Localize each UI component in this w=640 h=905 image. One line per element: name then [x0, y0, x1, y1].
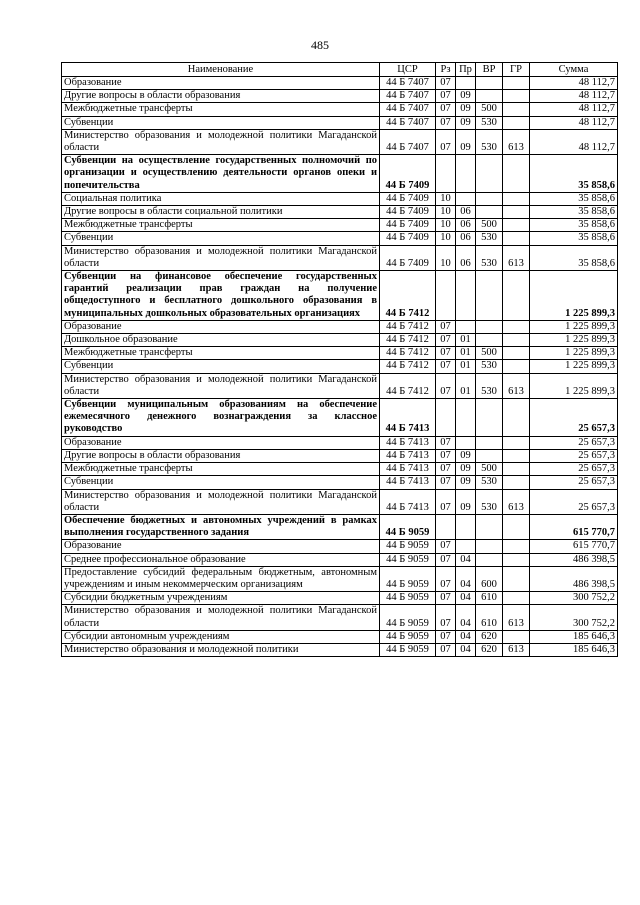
cell-pr: 09	[456, 90, 476, 103]
cell-gr	[503, 90, 530, 103]
table-row	[62, 334, 618, 347]
cell-rz: 10	[436, 206, 456, 219]
cell-gr	[503, 360, 530, 373]
cell-pr	[456, 271, 476, 321]
cell-name: Субвенции	[62, 360, 380, 373]
budget-table	[61, 62, 618, 657]
cell-name: Предоставление субсидий федеральным бюджетным, автономным учреждениям и иным некоммерческим организациям	[62, 566, 380, 591]
cell-csr: 44 Б 7413	[380, 399, 436, 437]
table-row	[62, 489, 618, 514]
cell-sum: 25 657,3	[530, 436, 618, 449]
cell-pr	[456, 514, 476, 539]
cell-sum: 35 858,6	[530, 219, 618, 232]
cell-gr	[503, 553, 530, 566]
cell-vr	[476, 90, 503, 103]
cell-name: Другие вопросы в области образования	[62, 90, 380, 103]
cell-name: Другие вопросы в области образования	[62, 449, 380, 462]
cell-sum: 35 858,6	[530, 192, 618, 205]
cell-sum: 486 398,5	[530, 553, 618, 566]
cell-pr: 09	[456, 449, 476, 462]
cell-gr: 613	[503, 129, 530, 154]
cell-csr: 44 Б 7409	[380, 206, 436, 219]
table-row	[62, 116, 618, 129]
cell-sum: 48 112,7	[530, 90, 618, 103]
cell-pr	[456, 320, 476, 333]
cell-gr	[503, 630, 530, 643]
cell-csr: 44 Б 7409	[380, 219, 436, 232]
cell-csr: 44 Б 9059	[380, 566, 436, 591]
cell-vr: 530	[476, 489, 503, 514]
cell-gr: 613	[503, 373, 530, 398]
cell-rz: 10	[436, 192, 456, 205]
cell-csr: 44 Б 7413	[380, 476, 436, 489]
cell-gr	[503, 232, 530, 245]
cell-vr: 610	[476, 592, 503, 605]
cell-csr: 44 Б 9059	[380, 514, 436, 539]
cell-sum: 25 657,3	[530, 476, 618, 489]
cell-sum: 1 225 899,3	[530, 360, 618, 373]
cell-gr	[503, 206, 530, 219]
cell-gr	[503, 116, 530, 129]
cell-pr	[456, 192, 476, 205]
cell-rz: 07	[436, 334, 456, 347]
cell-gr	[503, 347, 530, 360]
cell-sum: 25 657,3	[530, 463, 618, 476]
cell-csr: 44 Б 7407	[380, 77, 436, 90]
cell-name: Субвенции муниципальным образованиям на обеспечение ежемесячного денежного вознаграждения за классное руководство	[62, 399, 380, 437]
cell-rz	[436, 155, 456, 193]
cell-pr	[456, 155, 476, 193]
table-row	[62, 399, 618, 437]
cell-vr: 610	[476, 605, 503, 630]
cell-sum: 25 657,3	[530, 399, 618, 437]
cell-rz: 07	[436, 566, 456, 591]
header-gr: ГР	[503, 63, 530, 77]
header-vr: ВР	[476, 63, 503, 77]
cell-pr: 04	[456, 605, 476, 630]
cell-sum: 48 112,7	[530, 116, 618, 129]
table-row	[62, 155, 618, 193]
cell-name: Межбюджетные трансферты	[62, 347, 380, 360]
cell-vr: 620	[476, 630, 503, 643]
cell-csr: 44 Б 7412	[380, 320, 436, 333]
cell-pr: 04	[456, 553, 476, 566]
table-row	[62, 514, 618, 539]
cell-pr: 06	[456, 206, 476, 219]
cell-name: Межбюджетные трансферты	[62, 219, 380, 232]
cell-pr: 09	[456, 116, 476, 129]
cell-sum: 48 112,7	[530, 103, 618, 116]
table-row	[62, 592, 618, 605]
cell-vr	[476, 334, 503, 347]
table-row	[62, 643, 618, 656]
table-row	[62, 605, 618, 630]
cell-sum: 615 770,7	[530, 514, 618, 539]
cell-name: Субсидии автономным учреждениям	[62, 630, 380, 643]
table-row	[62, 271, 618, 321]
cell-gr	[503, 592, 530, 605]
cell-csr: 44 Б 9059	[380, 540, 436, 553]
table-row	[62, 320, 618, 333]
table-row	[62, 449, 618, 462]
table-row	[62, 360, 618, 373]
header-rz: Рз	[436, 63, 456, 77]
cell-sum: 1 225 899,3	[530, 347, 618, 360]
cell-name: Обеспечение бюджетных и автономных учреждений в рамках выполнения государственного задания	[62, 514, 380, 539]
cell-vr: 530	[476, 360, 503, 373]
cell-rz: 07	[436, 476, 456, 489]
table-row	[62, 129, 618, 154]
cell-csr: 44 Б 7413	[380, 463, 436, 476]
cell-name: Министерство образования и молодежной политики Магаданской области	[62, 373, 380, 398]
cell-rz	[436, 399, 456, 437]
cell-csr: 44 Б 7412	[380, 334, 436, 347]
cell-pr	[456, 77, 476, 90]
table-row	[62, 192, 618, 205]
cell-sum: 300 752,2	[530, 605, 618, 630]
cell-vr	[476, 155, 503, 193]
cell-gr	[503, 449, 530, 462]
cell-name: Другие вопросы в области социальной политики	[62, 206, 380, 219]
cell-rz: 07	[436, 643, 456, 656]
cell-pr: 04	[456, 566, 476, 591]
cell-rz: 07	[436, 463, 456, 476]
cell-csr: 44 Б 7413	[380, 489, 436, 514]
cell-name: Субвенции на финансовое обеспечение государственных гарантий реализации прав граждан на получение общедоступного и бесплатного дошкольного образования в муниципальных дошкольных образовательных организациях	[62, 271, 380, 321]
cell-sum: 1 225 899,3	[530, 334, 618, 347]
cell-rz: 07	[436, 116, 456, 129]
cell-csr: 44 Б 9059	[380, 553, 436, 566]
cell-gr	[503, 271, 530, 321]
cell-name: Министерство образования и молодежной политики Магаданской области	[62, 245, 380, 270]
cell-rz: 10	[436, 245, 456, 270]
cell-sum: 185 646,3	[530, 630, 618, 643]
table-row	[62, 540, 618, 553]
cell-rz: 10	[436, 232, 456, 245]
cell-vr: 620	[476, 643, 503, 656]
cell-csr: 44 Б 7407	[380, 103, 436, 116]
cell-gr: 613	[503, 605, 530, 630]
cell-pr	[456, 436, 476, 449]
table-row	[62, 476, 618, 489]
cell-rz: 07	[436, 360, 456, 373]
page-number: 485	[311, 38, 329, 52]
cell-gr	[503, 399, 530, 437]
cell-pr: 01	[456, 334, 476, 347]
cell-name: Субсидии бюджетным учреждениям	[62, 592, 380, 605]
header-pr: Пр	[456, 63, 476, 77]
cell-name: Образование	[62, 540, 380, 553]
table-row	[62, 245, 618, 270]
cell-gr	[503, 320, 530, 333]
cell-vr	[476, 206, 503, 219]
cell-sum: 35 858,6	[530, 155, 618, 193]
table-row	[62, 347, 618, 360]
cell-sum: 25 657,3	[530, 489, 618, 514]
cell-gr: 613	[503, 643, 530, 656]
cell-vr: 530	[476, 232, 503, 245]
cell-name: Среднее профессиональное образование	[62, 553, 380, 566]
cell-csr: 44 Б 7412	[380, 271, 436, 321]
cell-vr	[476, 271, 503, 321]
cell-pr: 09	[456, 476, 476, 489]
cell-vr	[476, 320, 503, 333]
cell-csr: 44 Б 9059	[380, 643, 436, 656]
cell-vr	[476, 192, 503, 205]
cell-rz: 07	[436, 320, 456, 333]
table-row	[62, 206, 618, 219]
cell-name: Министерство образования и молодежной политики	[62, 643, 380, 656]
cell-rz: 07	[436, 347, 456, 360]
cell-csr: 44 Б 9059	[380, 605, 436, 630]
cell-sum: 48 112,7	[530, 77, 618, 90]
cell-pr	[456, 399, 476, 437]
cell-vr	[476, 399, 503, 437]
table-row	[62, 436, 618, 449]
cell-sum: 486 398,5	[530, 566, 618, 591]
cell-pr	[456, 540, 476, 553]
cell-rz: 07	[436, 77, 456, 90]
table-row	[62, 373, 618, 398]
cell-pr: 01	[456, 347, 476, 360]
cell-gr	[503, 476, 530, 489]
cell-vr	[476, 514, 503, 539]
cell-vr	[476, 77, 503, 90]
cell-gr	[503, 103, 530, 116]
cell-vr: 600	[476, 566, 503, 591]
cell-csr: 44 Б 7413	[380, 436, 436, 449]
cell-pr: 09	[456, 463, 476, 476]
cell-sum: 25 657,3	[530, 449, 618, 462]
cell-gr	[503, 436, 530, 449]
cell-sum: 48 112,7	[530, 129, 618, 154]
cell-rz: 07	[436, 90, 456, 103]
cell-pr: 04	[456, 643, 476, 656]
cell-name: Дошкольное образование	[62, 334, 380, 347]
cell-rz: 07	[436, 540, 456, 553]
cell-gr	[503, 192, 530, 205]
cell-vr: 530	[476, 245, 503, 270]
cell-sum: 615 770,7	[530, 540, 618, 553]
cell-csr: 44 Б 9059	[380, 630, 436, 643]
cell-rz	[436, 271, 456, 321]
cell-vr: 530	[476, 476, 503, 489]
header-csr: ЦСР	[380, 63, 436, 77]
cell-name: Межбюджетные трансферты	[62, 463, 380, 476]
header-name: Наименование	[62, 63, 380, 77]
cell-rz: 07	[436, 630, 456, 643]
cell-csr: 44 Б 9059	[380, 592, 436, 605]
cell-rz: 07	[436, 436, 456, 449]
cell-csr: 44 Б 7409	[380, 245, 436, 270]
cell-gr: 613	[503, 489, 530, 514]
table-header-row	[62, 63, 618, 77]
table-row	[62, 553, 618, 566]
cell-sum: 35 858,6	[530, 206, 618, 219]
cell-rz: 07	[436, 592, 456, 605]
cell-rz: 10	[436, 219, 456, 232]
cell-name: Образование	[62, 320, 380, 333]
header-sum: Сумма	[530, 63, 618, 77]
cell-csr: 44 Б 7412	[380, 360, 436, 373]
cell-pr: 06	[456, 219, 476, 232]
cell-name: Субвенции	[62, 476, 380, 489]
cell-rz: 07	[436, 129, 456, 154]
cell-pr: 09	[456, 103, 476, 116]
cell-gr	[503, 566, 530, 591]
table-row	[62, 77, 618, 90]
cell-sum: 300 752,2	[530, 592, 618, 605]
table-row	[62, 103, 618, 116]
cell-csr: 44 Б 7409	[380, 155, 436, 193]
cell-pr: 09	[456, 489, 476, 514]
cell-gr	[503, 334, 530, 347]
cell-csr: 44 Б 7412	[380, 373, 436, 398]
cell-rz: 07	[436, 605, 456, 630]
cell-sum: 1 225 899,3	[530, 320, 618, 333]
table-row	[62, 90, 618, 103]
cell-csr: 44 Б 7413	[380, 449, 436, 462]
cell-gr	[503, 155, 530, 193]
cell-vr: 500	[476, 103, 503, 116]
cell-csr: 44 Б 7407	[380, 116, 436, 129]
cell-csr: 44 Б 7407	[380, 129, 436, 154]
cell-vr: 500	[476, 463, 503, 476]
table-row	[62, 630, 618, 643]
cell-name: Социальная политика	[62, 192, 380, 205]
cell-sum: 185 646,3	[530, 643, 618, 656]
cell-csr: 44 Б 7409	[380, 192, 436, 205]
cell-pr: 04	[456, 630, 476, 643]
cell-gr	[503, 219, 530, 232]
table-row	[62, 232, 618, 245]
cell-sum: 1 225 899,3	[530, 271, 618, 321]
cell-rz: 07	[436, 373, 456, 398]
cell-rz	[436, 514, 456, 539]
cell-rz: 07	[436, 449, 456, 462]
table-row	[62, 566, 618, 591]
cell-name: Субвенции	[62, 116, 380, 129]
cell-csr: 44 Б 7407	[380, 90, 436, 103]
cell-pr: 01	[456, 373, 476, 398]
cell-vr	[476, 553, 503, 566]
cell-name: Министерство образования и молодежной политики Магаданской области	[62, 605, 380, 630]
cell-vr: 530	[476, 129, 503, 154]
cell-gr: 613	[503, 245, 530, 270]
cell-vr	[476, 436, 503, 449]
table-body	[62, 77, 618, 657]
cell-vr: 500	[476, 347, 503, 360]
cell-vr: 530	[476, 116, 503, 129]
table-row	[62, 219, 618, 232]
cell-name: Министерство образования и молодежной политики Магаданской области	[62, 489, 380, 514]
cell-vr	[476, 449, 503, 462]
cell-name: Субвенции	[62, 232, 380, 245]
cell-name: Субвенции на осуществление государственных полномочий по организации и осуществлению деятельности органов опеки и попечительства	[62, 155, 380, 193]
cell-pr: 06	[456, 245, 476, 270]
cell-sum: 1 225 899,3	[530, 373, 618, 398]
cell-name: Межбюджетные трансферты	[62, 103, 380, 116]
cell-vr: 500	[476, 219, 503, 232]
cell-pr: 06	[456, 232, 476, 245]
table-row	[62, 463, 618, 476]
cell-csr: 44 Б 7409	[380, 232, 436, 245]
cell-sum: 35 858,6	[530, 245, 618, 270]
cell-rz: 07	[436, 103, 456, 116]
cell-pr: 01	[456, 360, 476, 373]
cell-pr: 04	[456, 592, 476, 605]
cell-rz: 07	[436, 489, 456, 514]
cell-sum: 35 858,6	[530, 232, 618, 245]
cell-name: Образование	[62, 436, 380, 449]
cell-pr: 09	[456, 129, 476, 154]
cell-csr: 44 Б 7412	[380, 347, 436, 360]
cell-gr	[503, 514, 530, 539]
cell-vr	[476, 540, 503, 553]
cell-gr	[503, 463, 530, 476]
cell-gr	[503, 540, 530, 553]
cell-rz: 07	[436, 553, 456, 566]
cell-vr: 530	[476, 373, 503, 398]
cell-name: Образование	[62, 77, 380, 90]
cell-name: Министерство образования и молодежной политики Магаданской области	[62, 129, 380, 154]
cell-gr	[503, 77, 530, 90]
